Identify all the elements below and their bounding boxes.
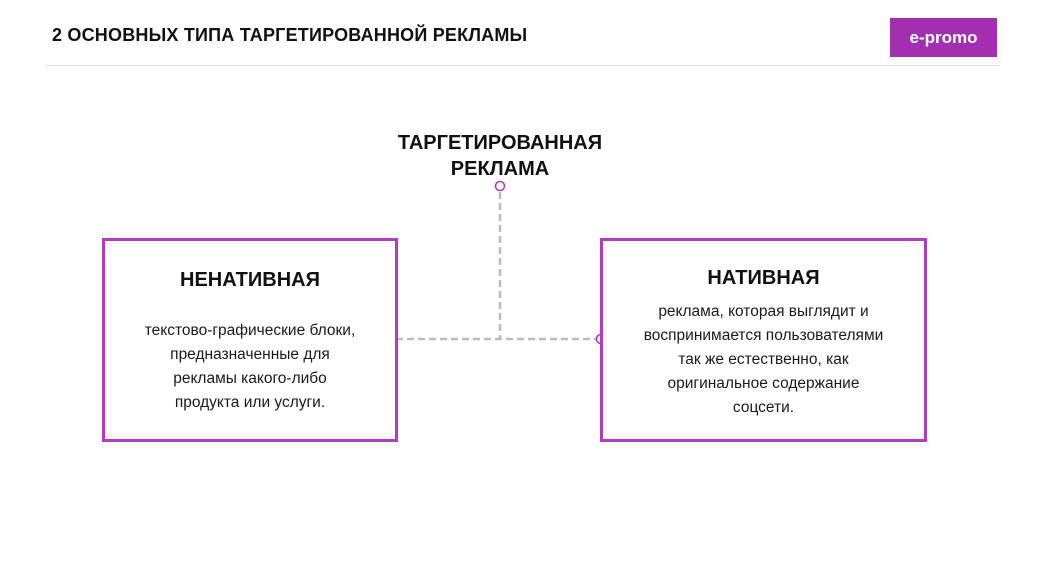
- native-title: НАТИВНАЯ: [707, 267, 820, 289]
- description-line: так же естественно, как: [678, 351, 849, 368]
- description-line: предназначенные для: [170, 346, 330, 363]
- native-ad-box: [600, 238, 927, 442]
- description-line: воспринимается пользователями: [643, 327, 884, 344]
- root-title-line: РЕКЛАМА: [450, 158, 550, 180]
- root-node-title: [360, 130, 640, 182]
- description-line: рекламы какого-либо: [173, 370, 327, 387]
- non-native-title: НЕНАТИВНАЯ: [180, 269, 320, 291]
- root-connector-point: [496, 182, 505, 191]
- native-description: [613, 300, 914, 420]
- e-promo-logo: e-promo: [890, 18, 997, 57]
- non-native-ad-box: [102, 238, 398, 442]
- description-line: продукта или услуги.: [174, 394, 326, 411]
- slide-title: 2 ОСНОВНЫХ ТИПА ТАРГЕТИРОВАННОЙ РЕКЛАМЫ: [52, 25, 528, 45]
- description-line: оригинальное содержание: [667, 375, 860, 392]
- non-native-description: [117, 319, 383, 415]
- description-line: текстово-графические блоки,: [144, 322, 356, 339]
- description-line: реклама, которая выглядит и: [658, 303, 869, 320]
- root-title-line: ТАРГЕТИРОВАННАЯ: [397, 132, 603, 154]
- description-line: соцсети.: [732, 399, 795, 416]
